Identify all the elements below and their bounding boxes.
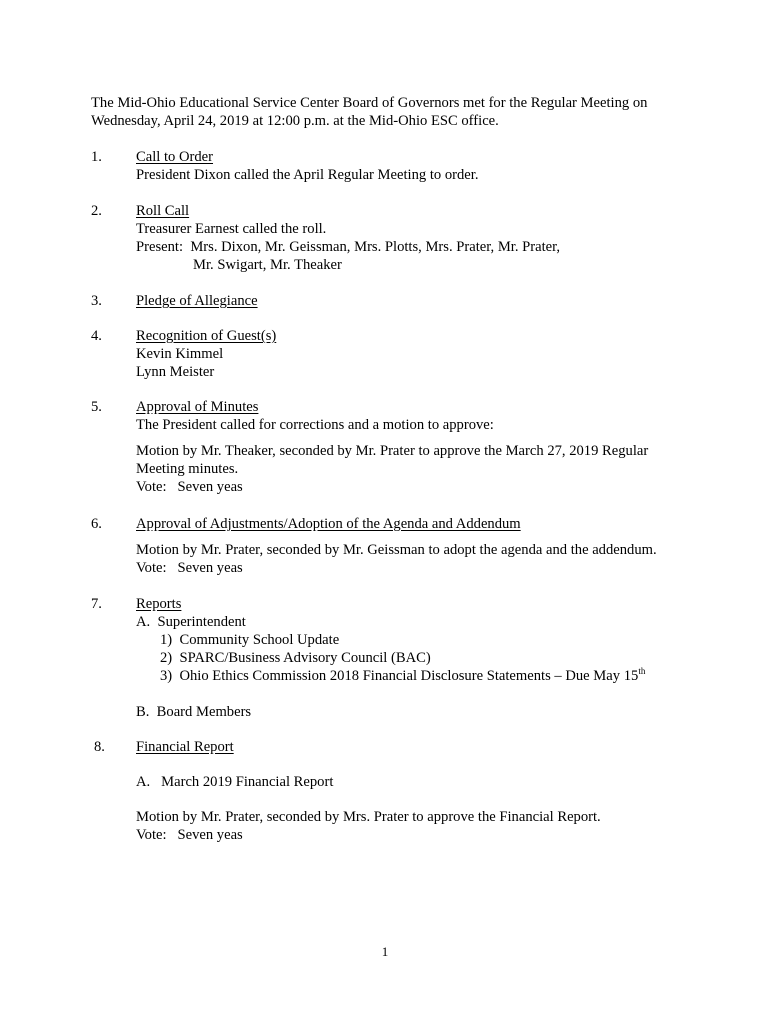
present-line-1: Present: Mrs. Dixon, Mr. Geissman, Mrs. Plotts, Mrs. Prater, Mr. Prater, <box>136 239 561 255</box>
intro-line-1: The Mid-Ohio Educational Service Center Board of Governors met for the Regular Meeting on <box>91 95 648 111</box>
report-list-item: 2) SPARC/Business Advisory Council (BAC) <box>160 650 431 666</box>
vote-line: Vote: Seven yeas <box>136 827 243 843</box>
sub-item-superintendent: A. Superintendent <box>136 614 246 630</box>
guest-name: Kevin Kimmel <box>136 346 224 362</box>
item-heading: Roll Call <box>136 203 190 219</box>
intro-line-2: Wednesday, April 24, 2019 at 12:00 p.m. at the Mid-Ohio ESC office. <box>91 113 499 129</box>
item-text: Treasurer Earnest called the roll. <box>136 221 327 237</box>
item-number: 8. <box>94 739 105 755</box>
item-number: 2. <box>91 203 102 219</box>
present-line-2: Mr. Swigart, Mr. Theaker <box>193 257 342 273</box>
item-heading: Call to Order <box>136 149 214 165</box>
motion-line-2: Meeting minutes. <box>136 461 239 477</box>
item-number: 6. <box>91 516 102 532</box>
item-heading: Approval of Adjustments/Adoption of the Agenda and Addendum <box>136 516 521 532</box>
item-heading: Recognition of Guest(s) <box>136 328 277 344</box>
motion-line-1: Motion by Mr. Theaker, seconded by Mr. Prater to approve the March 27, 2019 Regular <box>136 443 649 459</box>
item-number: 1. <box>91 149 102 165</box>
report-list-item-text: 3) Ohio Ethics Commission 2018 Financial Disclosure Statements – Due May 15 <box>160 668 639 684</box>
page-number: 1 <box>381 944 389 959</box>
item-heading: Pledge of Allegiance <box>136 293 258 309</box>
item-text: President Dixon called the April Regular Meeting to order. <box>136 167 479 183</box>
report-list-item-ethics <box>136 667 736 685</box>
item-heading: Approval of Minutes <box>136 399 259 415</box>
guest-name: Lynn Meister <box>136 364 215 380</box>
report-list-item: 1) Community School Update <box>160 632 340 648</box>
vote-line: Vote: Seven yeas <box>136 560 243 576</box>
item-number: 3. <box>91 293 102 309</box>
item-number: 4. <box>91 328 102 344</box>
sub-item-board-members: B. Board Members <box>136 704 252 720</box>
ordinal-suffix: th <box>638 666 646 677</box>
motion-line-1: Motion by Mr. Prater, seconded by Mrs. Prater to approve the Financial Report. <box>136 809 601 825</box>
item-number: 5. <box>91 399 102 415</box>
meeting-intro <box>91 94 691 130</box>
vote-line: Vote: Seven yeas <box>136 479 243 495</box>
sub-item-march-report: A. March 2019 Financial Report <box>136 774 334 790</box>
item-number: 7. <box>91 596 102 612</box>
item-text: The President called for corrections and a motion to approve: <box>136 417 494 433</box>
item-heading: Reports <box>136 596 182 612</box>
item-heading: Financial Report <box>136 739 234 755</box>
motion-line-1: Motion by Mr. Prater, seconded by Mr. Geissman to adopt the agenda and the addendum. <box>136 542 657 558</box>
